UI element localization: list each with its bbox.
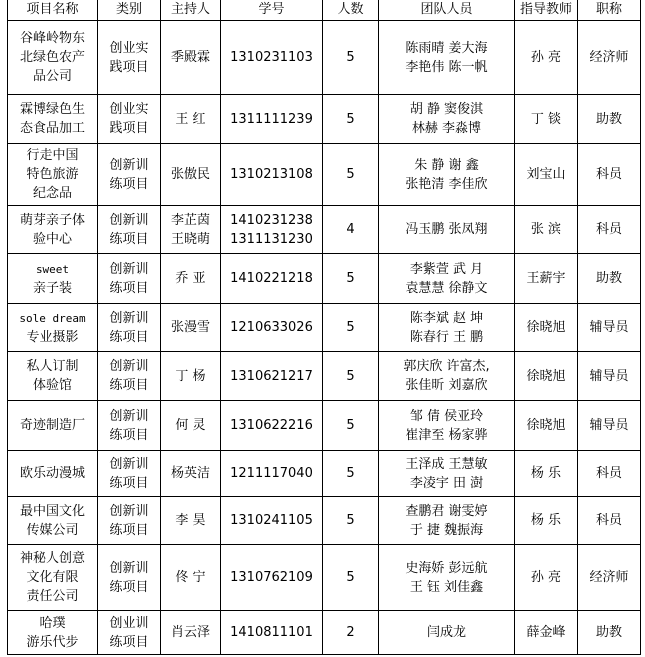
- header-cell: 职称: [578, 0, 641, 21]
- category-cell-line: 创新训: [109, 408, 149, 424]
- student-id-cell-line: 1410811101: [230, 625, 313, 640]
- project-name-cell-line: 验中心: [32, 231, 72, 247]
- category-cell-line: 创新训: [109, 456, 149, 472]
- count-cell: 5: [323, 497, 379, 545]
- header-cell: 人数: [323, 0, 379, 21]
- project-name-cell-line: 北绿色农产: [19, 50, 85, 65]
- table-row: [8, 545, 641, 611]
- student-id-cell-line: 1311131230: [230, 231, 313, 247]
- title-cell: 助教: [578, 95, 641, 144]
- members-cell: [379, 497, 515, 545]
- leader-cell: [161, 352, 221, 401]
- project-name-cell: [8, 21, 98, 95]
- project-name-cell-line: 特色旅游: [26, 167, 79, 182]
- leader-cell: [161, 206, 221, 254]
- leader-cell: [161, 611, 221, 655]
- student-id-cell: [221, 95, 323, 144]
- members-cell-line: 李紫萱 武 月: [409, 261, 484, 277]
- project-name-cell: [8, 611, 98, 655]
- category-cell-line: 练项目: [109, 280, 149, 296]
- members-cell-line: 李艳伟 陈一帆: [405, 59, 488, 75]
- count-cell: 5: [323, 451, 379, 497]
- leader-cell: [161, 451, 221, 497]
- category-cell-line: 练项目: [109, 231, 149, 247]
- leader-cell: [161, 401, 221, 451]
- advisor-cell: 徐晓旭: [515, 352, 578, 401]
- title-cell: 辅导员: [578, 304, 641, 352]
- project-name-cell-line: 纪念品: [32, 186, 72, 201]
- table-row: [8, 206, 641, 254]
- members-cell-line: 陈雨晴 姜大海: [405, 40, 488, 56]
- project-name-cell-line: 神秘人创意: [19, 551, 85, 566]
- members-cell-line: 邹 倩 侯亚玲: [409, 408, 484, 424]
- leader-cell: [161, 144, 221, 206]
- project-name-cell-line: sole dream: [19, 311, 86, 325]
- project-name-cell-line: 霖博绿色生: [19, 102, 85, 117]
- student-id-cell-line: 1310622216: [230, 418, 313, 433]
- student-id-cell-line: 1310231103: [230, 50, 313, 65]
- category-cell-line: 创新训: [109, 212, 149, 228]
- category-cell: [98, 352, 161, 401]
- project-name-cell: [8, 304, 98, 352]
- members-cell: [379, 401, 515, 451]
- members-cell-line: 朱 静 谢 鑫: [414, 157, 479, 173]
- members-cell: [379, 451, 515, 497]
- members-cell-line: 王 钰 刘佳鑫: [409, 579, 484, 595]
- leader-cell-line: 季殿霖: [170, 50, 210, 65]
- project-name-cell: [8, 144, 98, 206]
- members-cell: [379, 545, 515, 611]
- project-name-cell: [8, 545, 98, 611]
- student-id-cell: [221, 304, 323, 352]
- project-name-cell-line: 最中国文化: [19, 503, 85, 519]
- project-name-cell-line: 亲子装: [32, 280, 72, 296]
- student-id-cell-line: 1410231238: [230, 212, 313, 228]
- category-cell-line: 创业实: [109, 102, 149, 117]
- count-cell: 5: [323, 304, 379, 352]
- category-cell-line: 练项目: [109, 329, 149, 345]
- members-cell-line: 李凌宇 田 澍: [409, 475, 484, 491]
- advisor-cell: 刘宝山: [515, 144, 578, 206]
- leader-cell-line: 李芷茵: [170, 212, 210, 228]
- leader-cell-line: 佟 宁: [175, 570, 206, 585]
- advisor-cell: 徐晓旭: [515, 401, 578, 451]
- student-id-cell: [221, 611, 323, 655]
- members-cell-line: 陈春行 王 鹏: [409, 329, 484, 345]
- members-cell-line: 查鹏君 谢雯婷: [405, 503, 488, 519]
- leader-cell-line: 何 灵: [175, 418, 206, 433]
- student-id-cell-line: 1210633026: [230, 320, 313, 335]
- header-row: [8, 0, 641, 21]
- members-cell: [379, 144, 515, 206]
- members-cell-line: 闫成龙: [426, 625, 466, 640]
- members-cell: [379, 611, 515, 655]
- project-name-cell-line: 态食品加工: [19, 121, 85, 136]
- leader-cell-line: 李 昊: [175, 513, 206, 528]
- leader-cell-line: 王 红: [175, 111, 206, 127]
- student-id-cell: [221, 352, 323, 401]
- student-id-cell-line: 1211117040: [230, 466, 313, 481]
- student-id-cell: [221, 545, 323, 611]
- title-cell: 助教: [578, 254, 641, 304]
- advisor-cell: 徐晓旭: [515, 304, 578, 352]
- category-cell: [98, 304, 161, 352]
- members-cell: [379, 206, 515, 254]
- leader-cell: [161, 304, 221, 352]
- title-cell: 经济师: [578, 21, 641, 95]
- members-cell: [379, 21, 515, 95]
- project-name-cell-line: 传媒公司: [26, 522, 79, 538]
- title-cell: 辅导员: [578, 401, 641, 451]
- category-cell-line: 练项目: [109, 176, 149, 192]
- category-cell-line: 练项目: [109, 634, 149, 650]
- advisor-cell: 孙 亮: [515, 21, 578, 95]
- table-row: [8, 352, 641, 401]
- project-name-cell-line: 谷峰岭物东: [19, 31, 85, 46]
- members-cell-line: 冯玉鹏 张凤翔: [405, 222, 488, 237]
- members-cell-line: 袁慧慧 徐静文: [405, 280, 488, 296]
- members-cell-line: 王泽成 王慧敏: [405, 456, 488, 472]
- category-cell-line: 创新训: [109, 359, 149, 374]
- header-cell: 主持人: [161, 0, 221, 21]
- project-table: [7, 0, 641, 655]
- category-cell-line: 践项目: [109, 121, 149, 136]
- title-cell: 辅导员: [578, 352, 641, 401]
- count-cell: 5: [323, 352, 379, 401]
- table-row: [8, 254, 641, 304]
- project-name-cell-line: 行走中国: [26, 148, 79, 163]
- header-cell: 团队人员: [379, 0, 515, 21]
- members-cell-line: 崔津至 杨家骅: [405, 427, 488, 443]
- project-name-cell-line: 私人订制: [26, 359, 79, 374]
- members-cell-line: 林赫 李淼博: [411, 121, 482, 136]
- category-cell-line: 练项目: [109, 378, 149, 393]
- category-cell-line: 创新训: [109, 261, 149, 277]
- category-cell-line: 练项目: [109, 427, 149, 443]
- count-cell: 5: [323, 95, 379, 144]
- title-cell: 科员: [578, 497, 641, 545]
- leader-cell-line: 乔 亚: [175, 271, 206, 286]
- category-cell: [98, 144, 161, 206]
- student-id-cell: [221, 144, 323, 206]
- advisor-cell: 杨 乐: [515, 497, 578, 545]
- advisor-cell: 薛金峰: [515, 611, 578, 655]
- leader-cell-line: 王晓萌: [170, 231, 210, 247]
- count-cell: 2: [323, 611, 379, 655]
- table-row: [8, 144, 641, 206]
- project-name-cell-line: 萌芽亲子体: [19, 212, 85, 228]
- category-cell-line: 练项目: [109, 475, 149, 491]
- project-name-cell-line: 游乐代步: [26, 634, 79, 650]
- members-cell-line: 郭庆欣 许富杰,: [403, 359, 490, 374]
- student-id-cell: [221, 21, 323, 95]
- members-cell: [379, 254, 515, 304]
- table-row: [8, 401, 641, 451]
- category-cell-line: 创新训: [109, 560, 149, 576]
- category-cell-line: 创新训: [109, 503, 149, 519]
- advisor-cell: 杨 乐: [515, 451, 578, 497]
- leader-cell-line: 张傲民: [170, 167, 210, 182]
- table-row: [8, 451, 641, 497]
- project-name-cell-line: 奇迹制造厂: [19, 418, 85, 433]
- leader-cell: [161, 254, 221, 304]
- category-cell: [98, 497, 161, 545]
- table-row: [8, 95, 641, 144]
- title-cell: 科员: [578, 451, 641, 497]
- table-row: [8, 21, 641, 95]
- project-name-cell: [8, 254, 98, 304]
- title-cell: 科员: [578, 144, 641, 206]
- members-cell-line: 胡 静 窦俊淇: [409, 102, 484, 117]
- student-id-cell-line: 1311111239: [230, 111, 313, 127]
- leader-cell: [161, 95, 221, 144]
- leader-cell-line: 肖云泽: [170, 625, 210, 640]
- category-cell-line: 练项目: [109, 579, 149, 595]
- members-cell: [379, 95, 515, 144]
- members-cell-line: 于 捷 魏振海: [409, 522, 484, 538]
- members-cell-line: 陈李斌 赵 坤: [409, 310, 484, 326]
- header-cell: 学号: [221, 0, 323, 21]
- members-cell: [379, 352, 515, 401]
- title-cell: 科员: [578, 206, 641, 254]
- category-cell: [98, 401, 161, 451]
- count-cell: 5: [323, 21, 379, 95]
- project-name-cell-line: 体验馆: [32, 378, 72, 393]
- category-cell-line: 创新训: [109, 310, 149, 326]
- count-cell: 4: [323, 206, 379, 254]
- category-cell-line: 创新训: [109, 157, 149, 173]
- leader-cell-line: 丁 杨: [175, 368, 206, 384]
- student-id-cell-line: 1310213108: [230, 167, 313, 182]
- student-id-cell-line: 1310621217: [230, 368, 313, 384]
- student-id-cell: [221, 401, 323, 451]
- project-name-cell-line: 品公司: [32, 69, 72, 84]
- category-cell-line: 践项目: [109, 59, 149, 75]
- project-name-cell: [8, 352, 98, 401]
- table-row: [8, 304, 641, 352]
- members-cell-line: 张艳清 李佳欣: [405, 176, 488, 192]
- project-name-cell-line: sweet: [35, 262, 70, 276]
- category-cell: [98, 451, 161, 497]
- leader-cell: [161, 545, 221, 611]
- title-cell: 助教: [578, 611, 641, 655]
- category-cell: [98, 611, 161, 655]
- student-id-cell: [221, 497, 323, 545]
- category-cell-line: 创业训: [109, 615, 149, 631]
- table-row: [8, 497, 641, 545]
- category-cell-line: 练项目: [109, 522, 149, 538]
- header-cell: 项目名称: [8, 0, 98, 21]
- leader-cell-line: 张漫雪: [170, 320, 210, 335]
- title-cell: 经济师: [578, 545, 641, 611]
- project-name-cell: [8, 451, 98, 497]
- student-id-cell: [221, 206, 323, 254]
- table-row: [8, 611, 641, 655]
- project-name-cell-line: 专业摄影: [26, 329, 79, 345]
- student-id-cell-line: 1410221218: [230, 271, 313, 286]
- student-id-cell-line: 1310241105: [230, 513, 313, 528]
- category-cell: [98, 206, 161, 254]
- project-name-cell-line: 责任公司: [26, 589, 79, 604]
- project-name-cell-line: 文化有限: [26, 570, 79, 585]
- project-name-cell: [8, 497, 98, 545]
- advisor-cell: 丁 锬: [515, 95, 578, 144]
- category-cell-line: 创业实: [109, 40, 149, 56]
- project-name-cell: [8, 206, 98, 254]
- category-cell: [98, 95, 161, 144]
- advisor-cell: 孙 亮: [515, 545, 578, 611]
- members-cell-line: 史海娇 彭远航: [405, 560, 488, 576]
- student-id-cell-line: 1310762109: [230, 570, 313, 585]
- project-name-cell: [8, 95, 98, 144]
- project-name-cell-line: 哈璞: [39, 615, 66, 631]
- header-cell: 类别: [98, 0, 161, 21]
- project-name-cell: [8, 401, 98, 451]
- advisor-cell: 张 滨: [515, 206, 578, 254]
- count-cell: 5: [323, 254, 379, 304]
- category-cell: [98, 21, 161, 95]
- student-id-cell: [221, 451, 323, 497]
- category-cell: [98, 254, 161, 304]
- leader-cell: [161, 21, 221, 95]
- members-cell-line: 张佳昕 刘嘉欣: [405, 378, 488, 393]
- count-cell: 5: [323, 545, 379, 611]
- header-cell: 指导教师: [515, 0, 578, 21]
- project-name-cell-line: 欧乐动漫城: [19, 466, 85, 481]
- count-cell: 5: [323, 144, 379, 206]
- advisor-cell: 王薪宇: [515, 254, 578, 304]
- count-cell: 5: [323, 401, 379, 451]
- leader-cell-line: 杨英洁: [170, 466, 210, 481]
- category-cell: [98, 545, 161, 611]
- student-id-cell: [221, 254, 323, 304]
- leader-cell: [161, 497, 221, 545]
- members-cell: [379, 304, 515, 352]
